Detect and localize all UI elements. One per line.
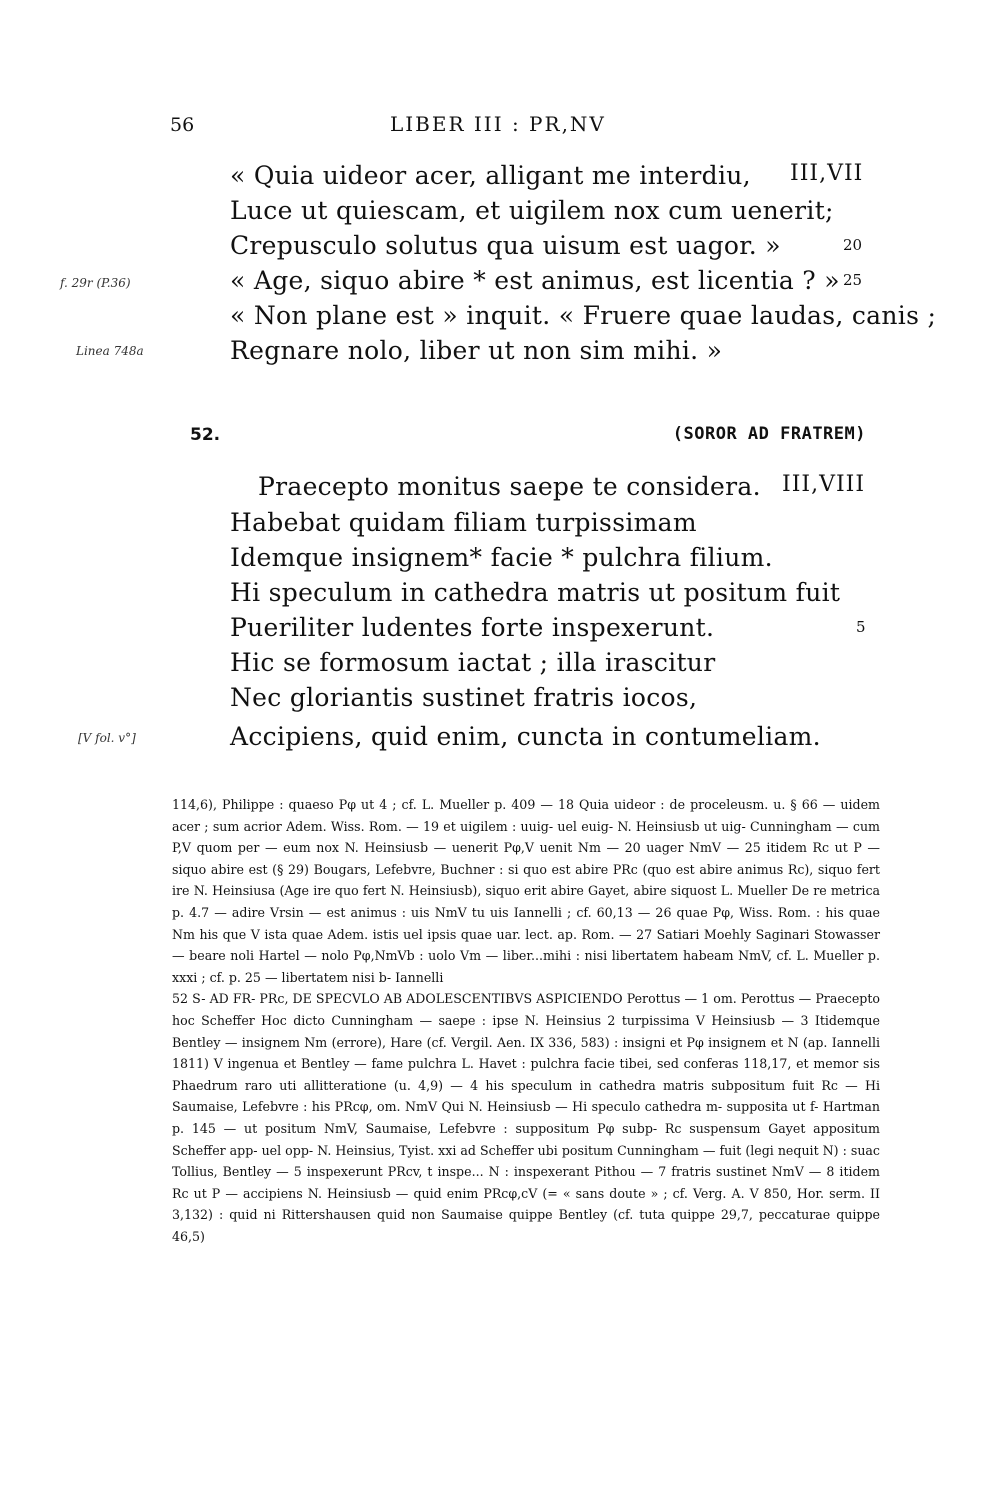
verse-line: Hic se formosum iactat ; illa irascitur	[230, 648, 716, 677]
margin-note: f. 29r (P.36)	[60, 276, 131, 290]
verse-line: « Age, siquo abire * est animus, est licentia ? »	[230, 266, 840, 295]
verse-line: « Quia uideor acer, alligant me interdiu,	[230, 161, 751, 190]
line-number: 25	[843, 271, 863, 289]
verse-line: Habebat quidam filiam turpissimam	[230, 508, 697, 537]
verse-line: Regnare nolo, liber ut non sim mihi. »	[230, 336, 723, 365]
verse-line: Praecepto monitus saepe te considera.	[258, 472, 761, 501]
verse-line: Nec gloriantis sustinet fratris iocos,	[230, 683, 698, 712]
verse-reference: III,VIII	[782, 472, 866, 497]
critical-apparatus	[172, 794, 880, 1247]
poem-title: (SOROR AD FRATREM)	[672, 424, 866, 444]
verse-reference: III,VII	[790, 161, 864, 186]
verse-line: Pueriliter ludentes forte inspexerunt.	[230, 613, 715, 642]
verse-line: Idemque insignem* facie * pulchra filium.	[230, 543, 773, 572]
apparatus-paragraph: 114,6), Philippe : quaeso Pφ ut 4 ; cf. L. Mueller p. 409 — 18 Quia uideor : de proceleusm. u. § 66 — uidem acer ; sum acrior Adem. Wiss. Rom. — 19 et uigilem : uuig- uel euig- N. Heinsiusb ut uig- Cunningham — cum P,V quom per — eum nox N. Heinsiusb — uenerit Pφ,V uenit Nm — 20 uager NmV — 25 itidem Rc ut P — siquo abire est (§ 29) Bougars, Lefebvre, Buchner : si quo est abire PRc (quo est abire animus Rc), siquo fert ire N. Heinsiusa (Age ire quo fert N. Heinsiusb), siquo erit abire Gayet, abire siquost L. Mueller De re metrica p. 4.7 — adire Vrsin — est animus : uis NmV tu uis Iannelli ; cf. 60,13 — 26 quae Pφ, Wiss. Rom. : his quae Nm his que V ista quae Adem. istis uel ipsis quae uar. lect. ap. Rom. — 27 Satiari Moehly Saginari Stowasser — beare noli Hartel — nolo Pφ,NmVb : uolo Vm — liber...mihi : nisi libertatem habeam NmV, cf. L. Mueller p. xxxi ; cf. p. 25 — libertatem nisi b- Iannelli	[172, 797, 880, 985]
margin-note: [V fol. v°]	[78, 731, 136, 745]
running-title: LIBER III : PR,NV	[390, 112, 606, 136]
poem-number: 52.	[190, 425, 221, 445]
page-number: 56	[170, 114, 195, 136]
verse-line: « Non plane est » inquit. « Fruere quae laudas, canis ;	[230, 301, 937, 330]
verse-line: Accipiens, quid enim, cuncta in contumeliam.	[230, 722, 821, 751]
line-number: 5	[856, 618, 866, 636]
margin-note: Linea 748a	[76, 344, 144, 358]
verse-line: Hi speculum in cathedra matris ut positum fuit	[230, 578, 841, 607]
verse-line: Luce ut quiescam, et uigilem nox cum uenerit;	[230, 196, 834, 225]
apparatus-paragraph: 52 S- AD FR- PRc, DE SPECVLO AB ADOLESCENTIBVS ASPICIENDO Perottus — 1 om. Perottus — Praecepto hoc Scheffer Hoc dicto Cunningham — saepe : ipse N. Heinsius 2 turpissima V Heinsiusb — 3 Itidemque Bentley — insignem Nm (errore), Hare (cf. Vergil. Aen. IX 336, 583) : insigni et Pφ insignem et N (ap. Iannelli 1811) V ingenua et Bentley — fame pulchra L. Havet : pulchra facie tibei, sed conferas 118,17, et memor sis Phaedrum raro uti allitteratione (u. 4,9) — 4 his speculum in cathedra matris subpositum fuit Rc — Hi Saumaise, Lefebvre : his PRcφ, om. NmV Qui N. Heinsiusb — Hi speculo cathedra m- supposita ut f- Hartman p. 145 — ut positum NmV, Saumaise, Lefebvre : suppositum Pφ subp- Rc suspensum Gayet appositum Scheffer app- uel opp- N. Heinsius, Tyist. xxi ad Scheffer ubi positum Cunningham — fuit (legi nequit N) : suac Tollius, Bentley — 5 inspexerunt PRcv, t inspe... N : inspexerant Pithou — 7 fratris sustinet NmV — 8 itidem Rc ut P — accipiens N. Heinsiusb — quid enim PRcφ,cV (= « sans doute » ; cf. Verg. A. V 850, Hor. serm. II 3,132) : quid ni Rittershausen quid non Saumaise quippe Bentley (cf. tuta quippe 29,7, peccaturae quippe 46,5)	[172, 991, 880, 1244]
line-number: 20	[843, 236, 863, 254]
verse-line: Crepusculo solutus qua uisum est uagor. »	[230, 231, 781, 260]
